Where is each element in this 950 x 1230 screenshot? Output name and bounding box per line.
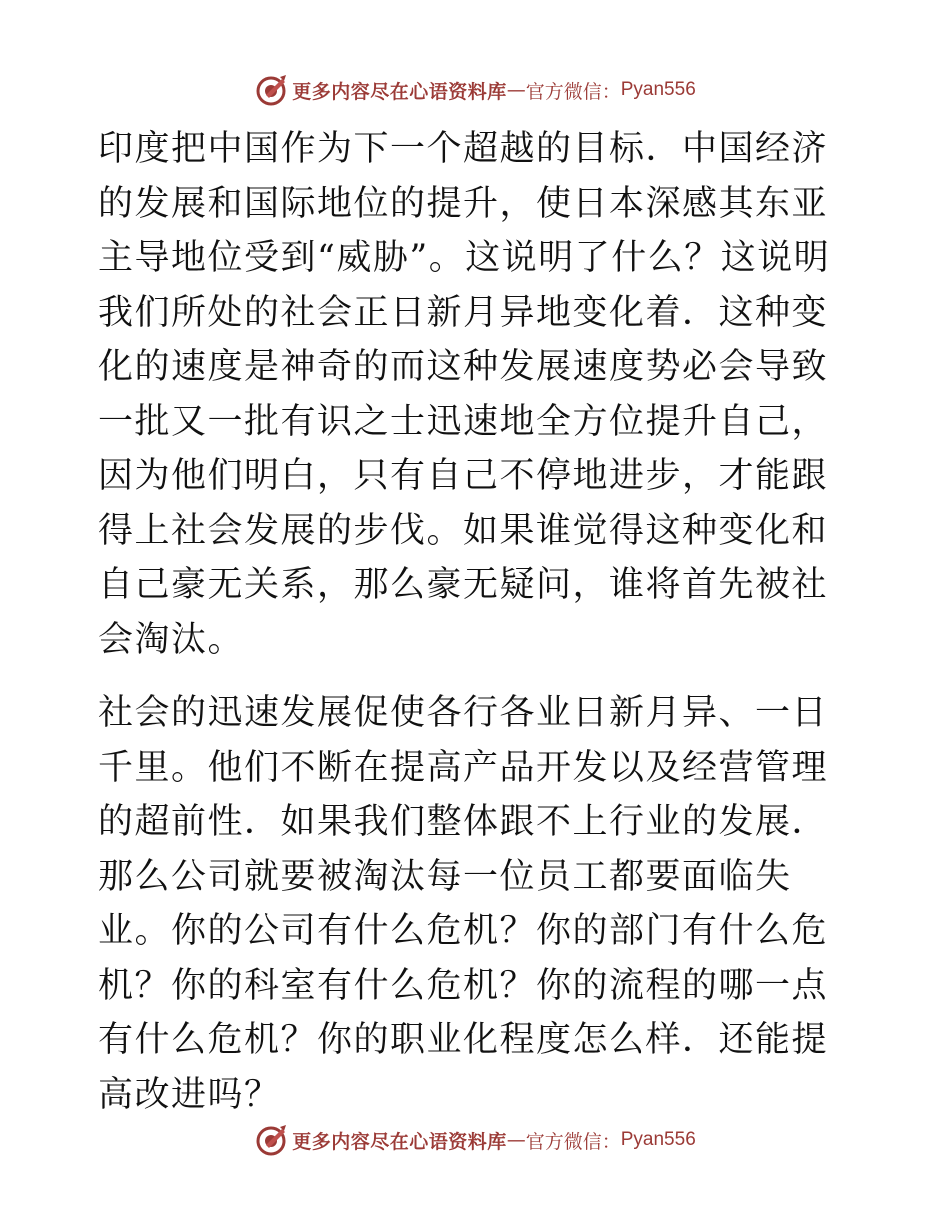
banner-wechat-label: 官方微信： xyxy=(525,1130,621,1153)
paragraph-2: 社会的迅速发展促使各行各业日新月异、一日千里。他们不断在提高产品开发以及经营管理的超前性．如果我们整体跟不上行业的发展．那么公司就要被淘汰每一位员工都要面临失业。你的公司有什么危机？你的部门有什么危机？你的科室有什么危机？你的流程的哪一点有什么危机？你的职业化程度怎么样．还能提高改进吗？ xyxy=(98,693,829,1115)
banner-separator: — xyxy=(506,1129,526,1151)
banner-site-text: 更多内容尽在心语资料库 xyxy=(292,80,507,103)
banner-wechat-id: Pyan556 xyxy=(620,79,696,100)
document-body xyxy=(98,122,850,1122)
header-watermark-banner xyxy=(0,70,950,110)
banner-site-text: 更多内容尽在心语资料库 xyxy=(292,1130,507,1153)
banner-wechat-id: Pyan556 xyxy=(620,1129,696,1150)
logo-icon xyxy=(254,1123,288,1157)
banner-separator: — xyxy=(506,79,526,101)
banner-wechat-label: 官方微信： xyxy=(525,80,621,103)
footer-watermark-banner xyxy=(0,1120,950,1160)
logo-icon xyxy=(254,73,288,107)
paragraph-1: 印度把中国作为下一个超越的目标．中国经济的发展和国际地位的提升，使日本深感其东亚主导地位受到“威胁”。这说明了什么？这说明我们所处的社会正日新月异地变化着．这种变化的速度是神奇的而这种发展速度势必会导致一批又一批有识之士迅速地全方位提升自己，因为他们明白，只有自己不停地进步，才能跟得上社会发展的步伐。如果谁觉得这种变化和自己豪无关系，那么豪无疑问，谁将首先被社会淘汰。 xyxy=(98,129,831,660)
